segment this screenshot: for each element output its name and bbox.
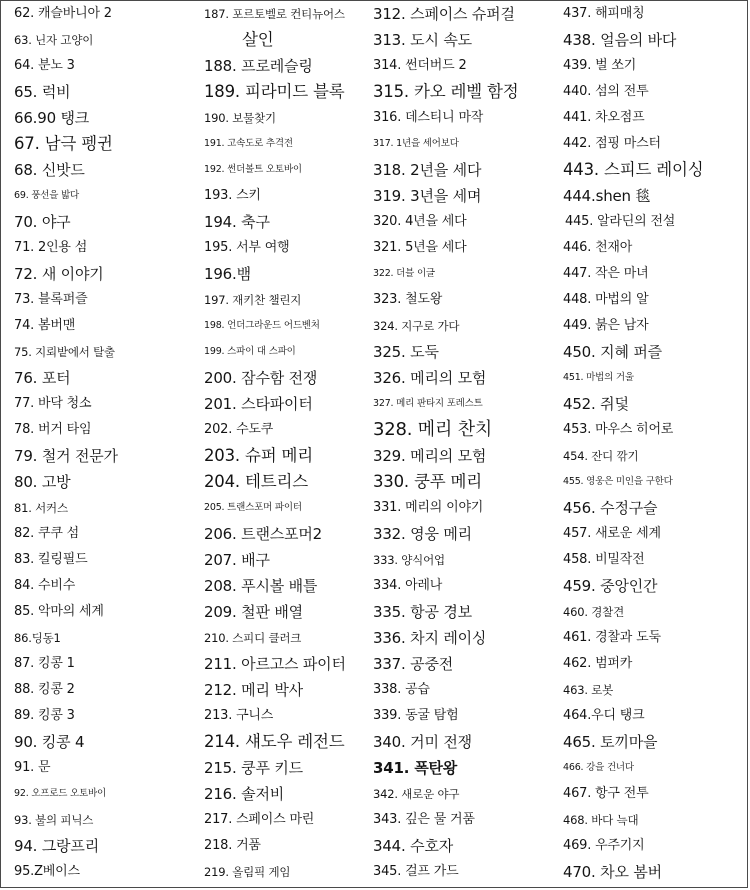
- game-list-item: 331. 메리의 이야기: [373, 500, 484, 515]
- game-list-item: 82. 쿠쿠 섬: [14, 526, 80, 541]
- game-list-item: 344. 수호자: [373, 837, 454, 855]
- game-list-item: 326. 메리의 모험: [373, 369, 487, 387]
- game-list-item: 345. 걸프 가드: [373, 864, 459, 879]
- game-list-item: 314. 썬더버드 2: [373, 58, 467, 73]
- game-list-item: 91. 문: [14, 760, 51, 775]
- game-list-item: 83. 킬링필드: [14, 552, 88, 567]
- game-list-item: 312. 스페이스 슈퍼걸: [373, 5, 515, 23]
- game-list-item: 93. 불의 피닉스: [14, 813, 94, 827]
- game-list-item: 462. 범퍼카: [563, 656, 633, 671]
- game-list-item: 328. 메리 찬치: [373, 419, 493, 440]
- game-list-item: 319. 3년을 세며: [373, 187, 482, 205]
- game-list-item: 339. 동굴 탐험: [373, 708, 459, 723]
- game-list-item: 468. 바다 늑대: [563, 813, 639, 827]
- game-list-item: 454. 잔디 깎기: [563, 449, 639, 463]
- game-list-item: 84. 수비수: [14, 578, 76, 593]
- game-list-item: 334. 아레나: [373, 578, 443, 593]
- game-list-item: 323. 철도왕: [373, 292, 443, 307]
- game-list-item: 465. 토끼마을: [563, 733, 658, 751]
- game-list-item: 320. 4년을 세다: [373, 214, 467, 229]
- game-list-item: 189. 피라미드 블록: [204, 82, 345, 101]
- game-list-item: 455. 영웅은 미인을 구한다: [563, 476, 673, 487]
- game-list-item: 207. 배구: [204, 551, 270, 569]
- game-list-item: 463. 로봇: [563, 683, 614, 697]
- game-list-item: 200. 잠수함 전쟁: [204, 369, 318, 387]
- game-list-item: 188. 프로레슬링: [204, 57, 313, 75]
- game-list-item: 333. 양식어업: [373, 553, 445, 567]
- game-list-item: 87. 킹콩 1: [14, 656, 75, 671]
- game-list-item: 190. 보물찾기: [204, 111, 276, 125]
- game-list-item: 343. 깊은 물 거품: [373, 812, 475, 827]
- game-list-item: 466. 강을 건너다: [563, 762, 634, 773]
- game-list-item: 317. 1년을 세어보다: [373, 138, 459, 149]
- game-list-item: 452. 쥐덫: [563, 395, 629, 413]
- game-list-item: 77. 바닥 청소: [14, 396, 92, 411]
- game-list-item: 324. 지구로 가다: [373, 319, 460, 333]
- game-list-item: 80. 고방: [14, 473, 71, 491]
- game-list-item: 470. 차오 봄버: [563, 863, 662, 881]
- game-list-item: 70. 야구: [14, 213, 71, 231]
- game-list-item: 467. 항구 전투: [563, 786, 649, 801]
- game-list-item: 215. 쿵푸 키드: [204, 759, 303, 777]
- game-list-item: 191. 고속도로 추격전: [204, 138, 293, 149]
- game-list-item: 332. 영웅 메리: [373, 525, 472, 543]
- game-list-item: 212. 메리 박사: [204, 681, 303, 699]
- game-list-item: 456. 수정구슬: [563, 499, 658, 517]
- game-list-item: 69. 풍선을 밟다: [14, 190, 80, 201]
- game-list-item: 341. 폭탄왕: [373, 759, 458, 777]
- game-list-item: 92. 오프로드 오토바이: [14, 788, 106, 799]
- game-list-item: 460. 경찰견: [563, 605, 624, 619]
- game-list-item: 213. 구니스: [204, 708, 274, 723]
- game-list-item: 67. 남극 펭귄: [14, 134, 113, 153]
- game-list-item: 211. 아르고스 파이터: [204, 655, 346, 673]
- game-list-item: 65. 럭비: [14, 83, 71, 101]
- game-list-item: 441. 차오점프: [563, 110, 645, 125]
- game-list-item: 330. 쿵푸 메리: [373, 472, 482, 491]
- game-list-item: 342. 새로운 야구: [373, 787, 460, 801]
- game-list-item: 194. 축구: [204, 213, 270, 231]
- game-list-item: 203. 슈퍼 메리: [204, 446, 313, 465]
- game-list-item: 195. 서부 여행: [204, 240, 290, 255]
- game-list-item: 459. 중앙인간: [563, 577, 658, 595]
- game-list-item: 78. 버거 타임: [14, 422, 92, 437]
- game-list-item: 329. 메리의 모험: [373, 447, 487, 465]
- game-list-item: 214. 섀도우 레전드: [204, 732, 345, 751]
- game-list-item: 85. 악마의 세계: [14, 604, 104, 619]
- game-list-item: 205. 트랜스포머 파이터: [204, 502, 302, 513]
- game-list-item: 88. 킹콩 2: [14, 682, 75, 697]
- game-list-item: 89. 킹콩 3: [14, 708, 75, 723]
- game-list-item: 73. 블록퍼즐: [14, 292, 88, 307]
- game-list-item: 79. 철거 전문가: [14, 447, 118, 465]
- game-list-item: 457. 새로운 세계: [563, 526, 661, 541]
- game-list-item: 210. 스피디 클러크: [204, 631, 302, 645]
- game-list-item: 313. 도시 속도: [373, 31, 472, 49]
- game-list-item: 336. 차지 레이싱: [373, 629, 487, 647]
- game-list-item: 469. 우주기지: [563, 838, 645, 853]
- game-list-item: 74. 봄버맨: [14, 318, 76, 333]
- game-list-item: 450. 지혜 퍼즐: [563, 343, 662, 361]
- game-list-item: 71. 2인용 섬: [14, 240, 88, 255]
- game-list-item: 208. 푸시볼 배틀: [204, 577, 318, 595]
- game-list-item: 458. 비밀작전: [563, 552, 645, 567]
- game-list-item: 453. 마우스 히어로: [563, 422, 674, 437]
- game-list-item: 64. 분노 3: [14, 58, 75, 73]
- game-list-item: 451. 마법의 거울: [563, 372, 634, 383]
- game-list-item: 442. 점핑 마스터: [563, 136, 661, 151]
- game-list-item: 90. 킹콩 4: [14, 733, 85, 751]
- game-list-item: 95.Z베이스: [14, 864, 80, 879]
- game-list-item: 318. 2년을 세다: [373, 161, 482, 179]
- game-list-item: 199. 스파이 대 스파이: [204, 346, 296, 357]
- game-list-item: 338. 공습: [373, 682, 430, 697]
- game-list-item: 76. 포터: [14, 369, 71, 387]
- game-list-item: 218. 거품: [204, 838, 261, 853]
- game-list-item: 살인: [242, 30, 274, 49]
- game-list-item: 315. 카오 레벨 함정: [373, 82, 519, 101]
- game-list-item: 337. 공중전: [373, 655, 454, 673]
- game-list-item: 464.우디 탱크: [563, 708, 645, 723]
- game-list-item: 216. 솔저비: [204, 785, 285, 803]
- game-list-item: 75. 지뢰밭에서 탈출: [14, 345, 115, 359]
- game-list-item: 219. 올림픽 게임: [204, 865, 291, 879]
- game-list-item: 445. 알라딘의 전설: [565, 214, 676, 229]
- game-list-item: 86.딩동1: [14, 631, 61, 645]
- game-list-item: 448. 마법의 알: [563, 292, 649, 307]
- game-list-item: 217. 스페이스 마린: [204, 812, 315, 827]
- game-list-item: 66.90 탱크: [14, 109, 90, 127]
- game-list-item: 206. 트랜스포머2: [204, 525, 322, 543]
- game-list-item: 322. 더블 이글: [373, 268, 435, 279]
- game-list-item: 187. 포르토벨로 컨티뉴어스: [204, 7, 345, 21]
- game-list-item: 440. 섬의 전투: [563, 84, 649, 99]
- game-list-item: 196.뱀: [204, 265, 251, 283]
- game-list-item: 204. 테트리스: [204, 472, 308, 491]
- game-list-item: 316. 데스티니 마작: [373, 110, 484, 125]
- game-list-item: 202. 수도쿠: [204, 422, 274, 437]
- game-list-item: 446. 천재아: [563, 240, 633, 255]
- game-list-item: 94. 그랑프리: [14, 837, 99, 855]
- game-list-item: 197. 재키찬 챌린지: [204, 293, 302, 307]
- game-list-item: 63. 닌자 고양이: [14, 33, 94, 47]
- game-list-item: 72. 새 이야기: [14, 265, 104, 283]
- game-list-item: 461. 경찰과 도둑: [563, 630, 661, 645]
- game-list-item: 438. 얼음의 바다: [563, 31, 677, 49]
- game-list-item: 335. 항공 경보: [373, 603, 472, 621]
- game-list-item: 340. 거미 전쟁: [373, 733, 472, 751]
- game-list-item: 327. 메리 판타지 포레스트: [373, 398, 483, 409]
- game-list-item: 193. 스키: [204, 188, 261, 203]
- game-list-item: 62. 캐슬바니아 2: [14, 6, 112, 21]
- game-list-item: 447. 작은 마녀: [563, 266, 649, 281]
- game-list-item: 444.shen 毯: [563, 187, 651, 205]
- game-list-item: 321. 5년을 세다: [373, 240, 467, 255]
- game-list-item: 201. 스타파이터: [204, 395, 313, 413]
- game-list-item: 325. 도둑: [373, 343, 439, 361]
- game-list-item: 439. 벌 쏘기: [563, 58, 637, 73]
- game-list-item: 192. 썬더볼트 오토바이: [204, 164, 302, 175]
- game-list-item: 443. 스피드 레이싱: [563, 160, 704, 179]
- game-list-item: 198. 언더그라운드 어드벤처: [204, 320, 320, 331]
- game-list-item: 209. 철판 배열: [204, 603, 303, 621]
- game-list-item: 437. 해피매칭: [563, 6, 645, 21]
- game-list-item: 68. 신밧드: [14, 161, 85, 179]
- game-list-item: 81. 서커스: [14, 501, 68, 515]
- game-list-item: 449. 붉은 남자: [563, 318, 649, 333]
